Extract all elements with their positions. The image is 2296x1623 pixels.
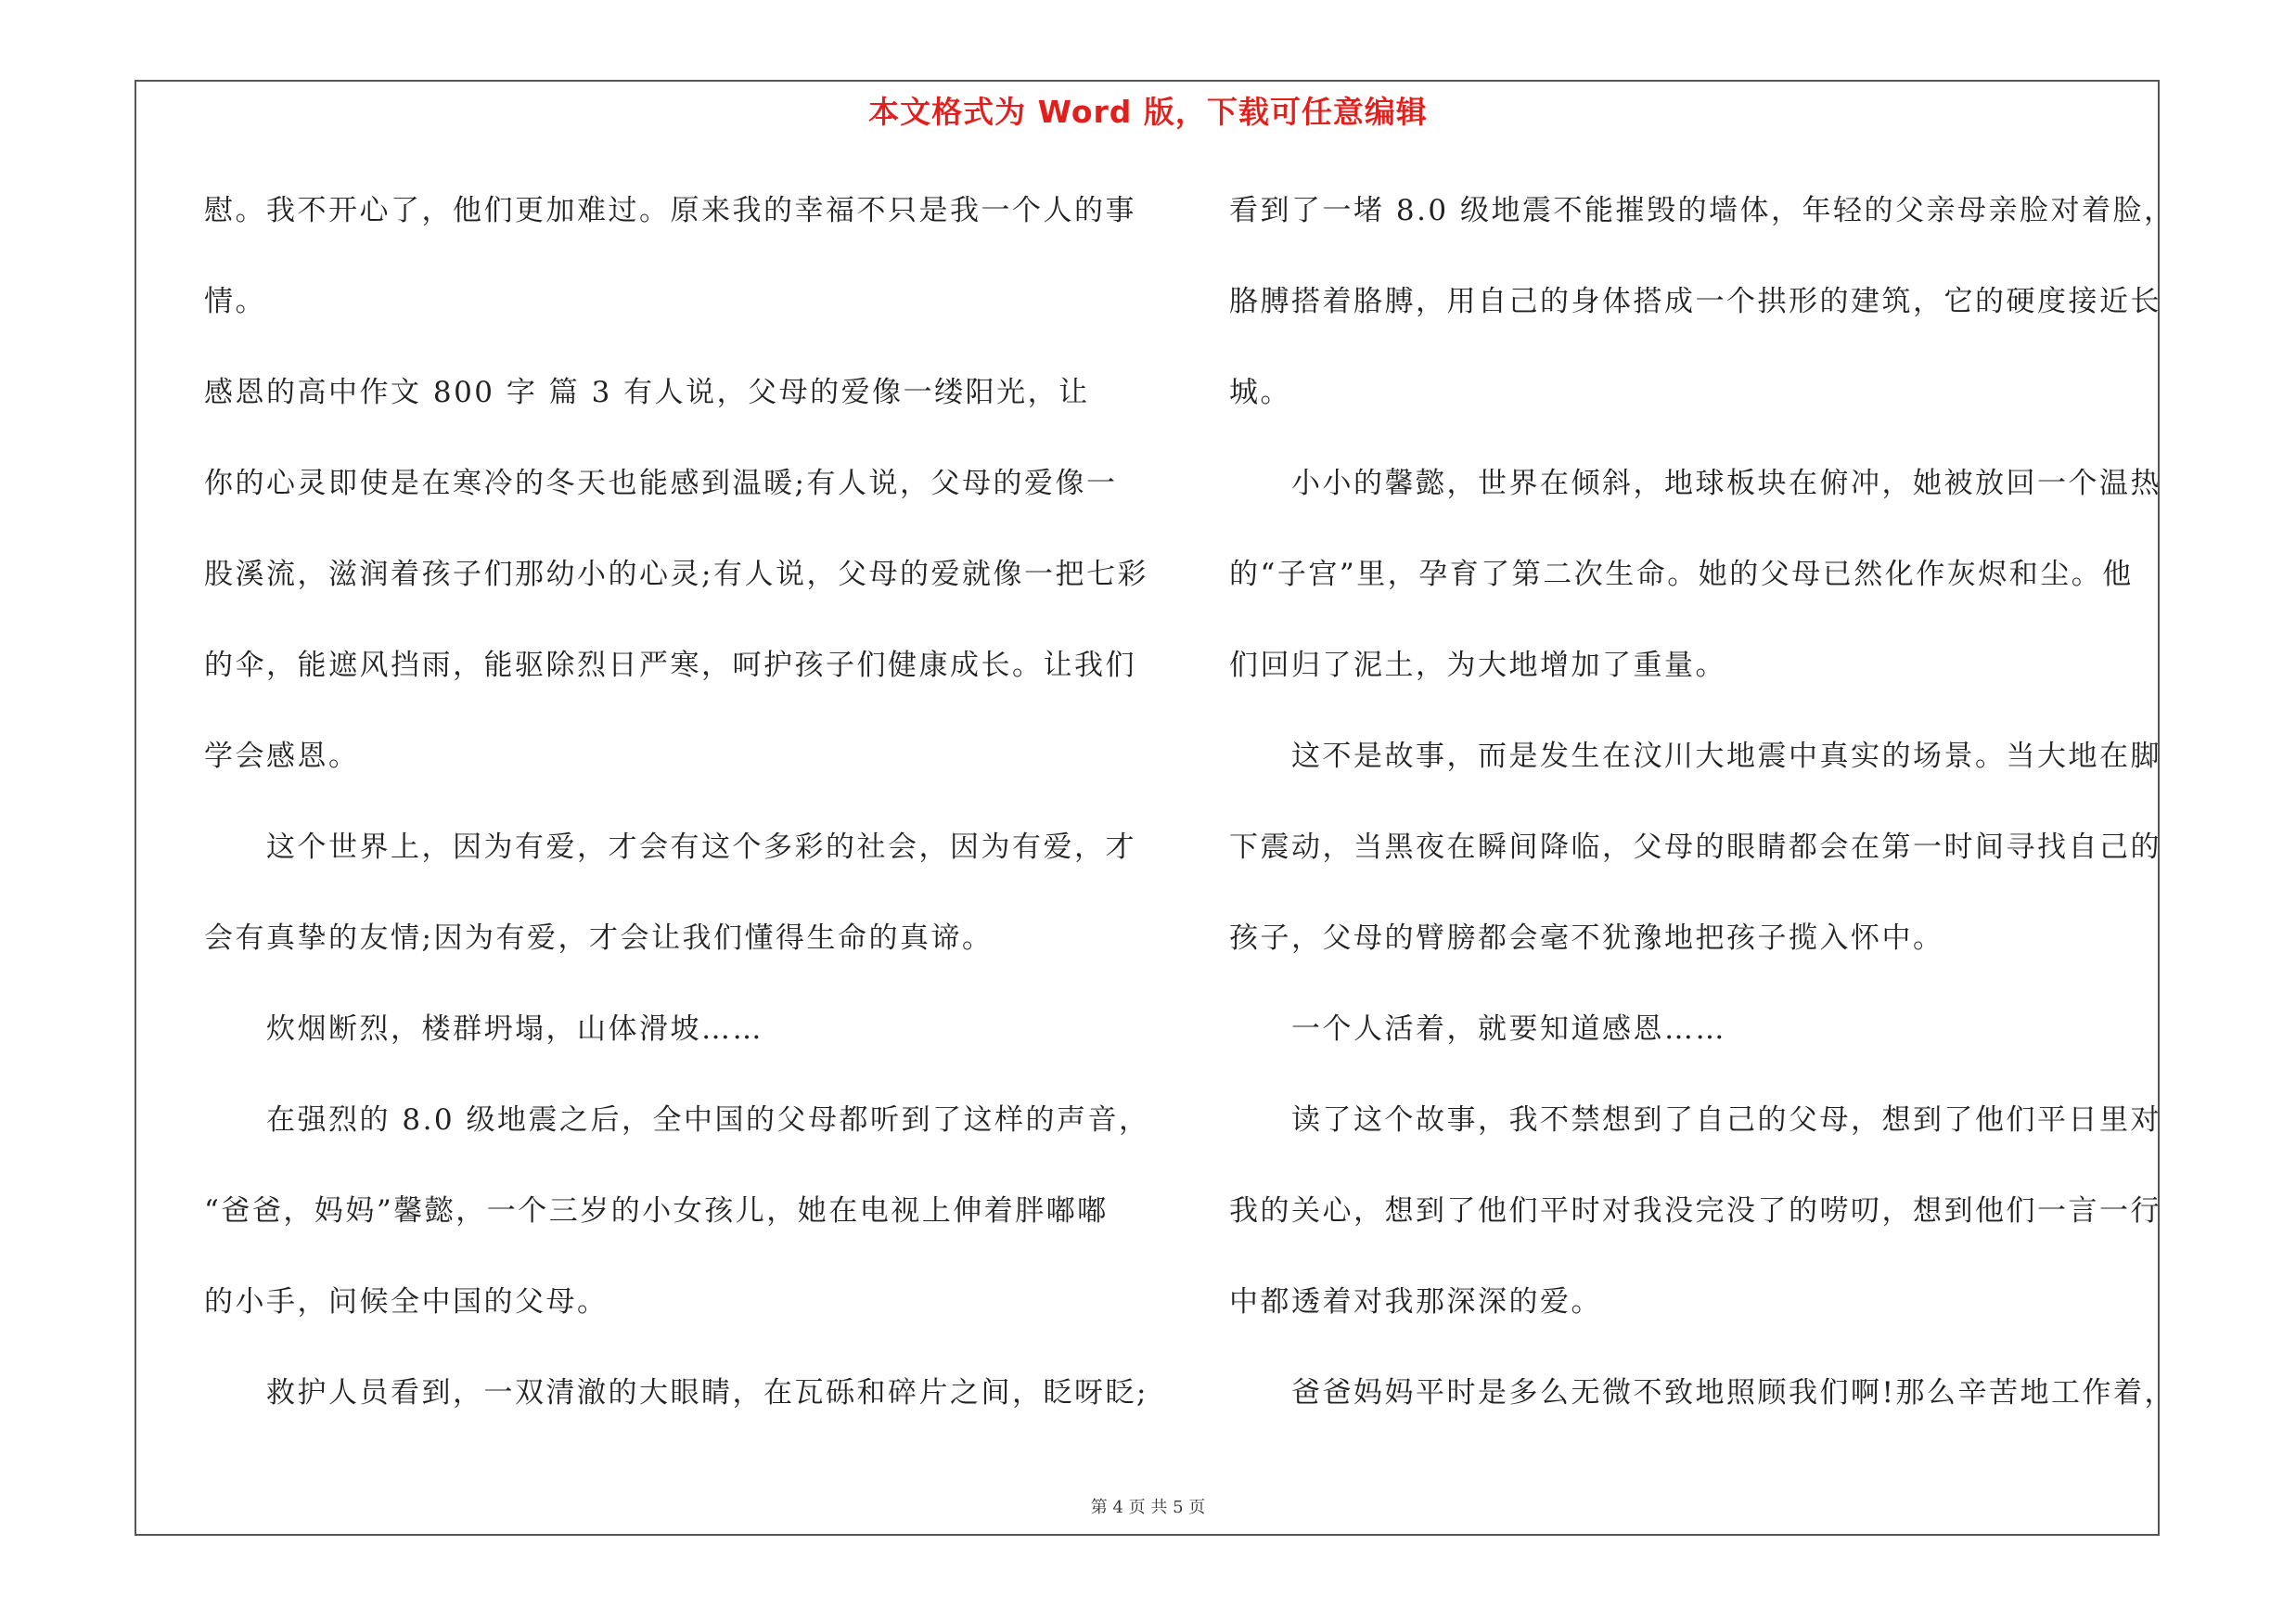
text-line: 城。 xyxy=(1229,376,1291,409)
text-line: 看到了一堵 8.0 级地震不能摧毁的墙体，年轻的父亲母亲脸对着脸， xyxy=(1229,194,2175,227)
text-line: 慰。我不开心了，他们更加难过。原来我的幸福不只是我一个人的事 xyxy=(204,194,1136,227)
text-line: 的“子宫”里，孕育了第二次生命。她的父母已然化作灰烬和尘。他 xyxy=(1229,558,2134,591)
text-line: 救护人员看到，一双清澈的大眼睛，在瓦砾和碎片之间，眨呀眨; xyxy=(204,1376,1148,1410)
text-line: 这个世界上，因为有爱，才会有这个多彩的社会，因为有爱，才 xyxy=(204,831,1136,864)
text-line: 你的心灵即使是在寒冷的冬天也能感到温暖;有人说，父母的爱像一 xyxy=(204,467,1118,500)
text-line: 会有真挚的友情;因为有爱，才会让我们懂得生命的真谛。 xyxy=(204,921,994,955)
right-text-column xyxy=(1229,181,2175,1454)
text-line: 们回归了泥土，为大地增加了重量。 xyxy=(1229,649,1726,682)
text-line: “爸爸，妈妈”馨懿，一个三岁的小女孩儿，她在电视上伸着胖嘟嘟 xyxy=(204,1194,1109,1228)
text-line: 中都透着对我那深深的爱。 xyxy=(1229,1285,1602,1319)
text-line: 一个人活着，就要知道感恩…… xyxy=(1229,1012,1726,1046)
text-line: 股溪流，滋润着孩子们那幼小的心灵;有人说，父母的爱就像一把七彩 xyxy=(204,558,1148,591)
section-heading-line: 感恩的高中作文 800 字 篇 3 有人说，父母的爱像一缕阳光，让 xyxy=(204,376,1090,409)
document-banner: 本文格式为 Word 版，下载可任意编辑 xyxy=(868,94,1428,130)
text-line: 的小手，问候全中国的父母。 xyxy=(204,1285,609,1319)
text-line: 小小的馨懿，世界在倾斜，地球板块在俯冲，她被放回一个温热 xyxy=(1229,467,2161,500)
page-number: 第 4 页 共 5 页 xyxy=(1090,1498,1206,1517)
left-text-column xyxy=(204,181,1150,1454)
text-line: 学会感恩。 xyxy=(204,740,360,773)
text-line: 情。 xyxy=(204,285,266,318)
text-line: 下震动，当黑夜在瞬间降临，父母的眼睛都会在第一时间寻找自己的 xyxy=(1229,831,2161,864)
text-line: 我的关心，想到了他们平时对我没完没了的唠叨，想到他们一言一行 xyxy=(1229,1194,2161,1228)
text-line: 胳膊搭着胳膊，用自己的身体搭成一个拱形的建筑，它的硬度接近长 xyxy=(1229,285,2161,318)
text-line: 读了这个故事，我不禁想到了自己的父母，想到了他们平日里对 xyxy=(1229,1103,2161,1137)
text-line: 爸爸妈妈平时是多么无微不致地照顾我们啊!那么辛苦地工作着， xyxy=(1229,1376,2175,1410)
text-line: 的伞，能遮风挡雨，能驱除烈日严寒，呵护孩子们健康成长。让我们 xyxy=(204,649,1136,682)
text-line: 炊烟断烈，楼群坍塌，山体滑坡…… xyxy=(204,1012,763,1046)
text-line: 在强烈的 8.0 级地震之后，全中国的父母都听到了这样的声音， xyxy=(204,1103,1150,1137)
text-line: 孩子，父母的臂膀都会毫不犹豫地把孩子揽入怀中。 xyxy=(1229,921,1944,955)
text-line: 这不是故事，而是发生在汶川大地震中真实的场景。当大地在脚 xyxy=(1229,740,2161,773)
